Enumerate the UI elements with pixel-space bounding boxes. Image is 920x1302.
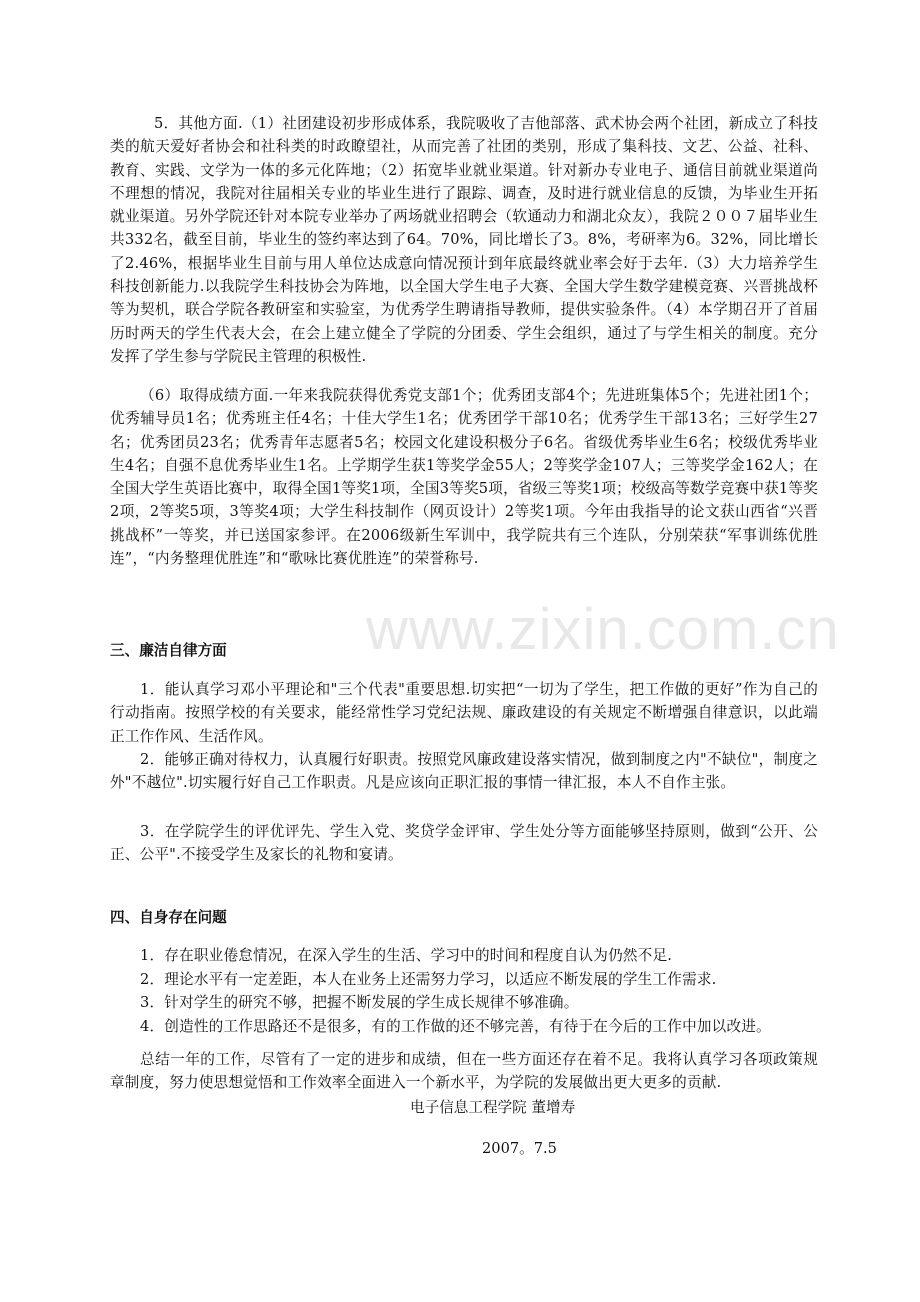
paragraph-other-aspects: 5．其他方面.（1）社团建设初步形成体系，我院吸收了吉他部落、武术协会两个社团，新成立了科技类的航天爱好者协会和社科类的时政瞭望社，从而完善了社团的类别，形成了集科技、文艺、公益、社科、教育、实践、文学为一体的多元化阵地；（2）拓宽毕业就业渠道。针对新办专业电子、通信目前就业渠道尚不理想的情况，我院对往届相关专业的毕业生进行了跟踪、调查，及时进行就业信息的反馈，为毕业生开拓就业渠道。另外学院还针对本院专业举办了两场就业招聘会（软通动力和湖北众友），我院２００７届毕业生共332名，截至目前，毕业生的签约率达到了64。70%，同比增长了3。8%，考研率为6。32%，同比增长了2.46%，根据毕业生目前与用人单位达成意向情况预计到年底最终就业率会好于去年.（3）大力培养学生科技创新能力.以我院学生科技协会为阵地，以全国大学生电子大赛、全国大学生数学建模竞赛、兴晋挑战杯等为契机，联合学院各教研室和实验室，为优秀学生聘请指导教师，提供实验条件。（4）本学期召开了首届历时两天的学生代表大会，在会上建立健全了学院的分团委、学生会组织，通过了与学生相关的制度。充分发挥了学生参与学院民主管理的积极性. — [110, 115, 818, 365]
paragraph-integrity-1: 1．能认真学习邓小平理论和"三个代表"重要思想.切实把“一切为了学生，把工作做的更好”作为自己的行动指南。按照学校的有关要求，能经常性学习党纪法规、廉政建设的有关规定不断增强自律意识，以此端正工作作风、生活作风。 — [110, 681, 818, 745]
signature: 电子信息工程学院 董增寿 — [410, 1099, 576, 1116]
paragraph-problem-1: 1．存在职业倦怠情况，在深入学生的生活、学习中的时间和程度自认为仍然不足. — [140, 947, 673, 964]
watermark: www.zixin.com.cn — [366, 597, 840, 662]
section-heading-integrity: 三、廉洁自律方面 — [110, 642, 227, 659]
paragraph-problem-2: 2．理论水平有一定差距，本人在业务上还需努力学习，以适应不断发展的学生工作需求. — [140, 971, 717, 988]
paragraph-achievements: （6）取得成绩方面.一年来我院获得优秀党支部1个；优秀团支部4个；先进班集体5个；先进社团1个；优秀辅导员1名；优秀班主任4名；十佳大学生1名；优秀团学干部10名；优秀学生干部13名；三好学生27名；优秀团员23名；优秀青年志愿者5名；校园文化建设积极分子6名。省级优秀毕业生6名；校级优秀毕业生4名；自强不息优秀毕业生1名。上学期学生获1等奖学金55人；2等奖学金107人；三等奖学金162人；在全国大学生英语比赛中，取得全国1等奖1项，全国3等奖5项，省级三等奖1项；校级高等数学竞赛中获1等奖2项，2等奖5项，3等奖4项；大学生科技制作（网页设计）2等奖1项。今年由我指导的论文获山西省“兴晋挑战杯”一等奖，并已送国家参评。在2006级新生军训中，我学院共有三个连队，分别荣获“军事训练优胜连”，“内务整理优胜连”和“歌咏比赛优胜连”的荣誉称号. — [110, 387, 818, 568]
paragraph-conclusion: 总结一年的工作，尽管有了一定的进步和成绩，但在一些方面还存在着不足。我将认真学习各项政策规章制度，努力使思想觉悟和工作效率全面进入一个新水平，为学院的发展做出更大更多的贡献. — [110, 1051, 818, 1092]
date: 2007。7.5 — [482, 1140, 557, 1157]
section-heading-problems: 四、自身存在问题 — [110, 909, 227, 926]
paragraph-problem-3: 3．针对学生的研究不够，把握不断发展的学生成长规律不够准确。 — [140, 994, 579, 1011]
paragraph-integrity-3: 3．在学院学生的评优评先、学生入党、奖贷学金评审、学生处分等方面能够坚持原则，做到“公开、公正、公平".不接受学生及家长的礼物和宴请。 — [110, 823, 818, 864]
paragraph-problem-4: 4．创造性的工作思路还不是很多，有的工作做的还不够完善，有待于在今后的工作中加以改进。 — [140, 1018, 771, 1035]
paragraph-integrity-2: 2．能够正确对待权力，认真履行好职责。按照党风廉政建设落实情况，做到制度之内"不缺位"，制度之外"不越位".切实履行好自己工作职责。凡是应该向正职汇报的事情一律汇报，本人不自作主张。 — [110, 751, 818, 792]
